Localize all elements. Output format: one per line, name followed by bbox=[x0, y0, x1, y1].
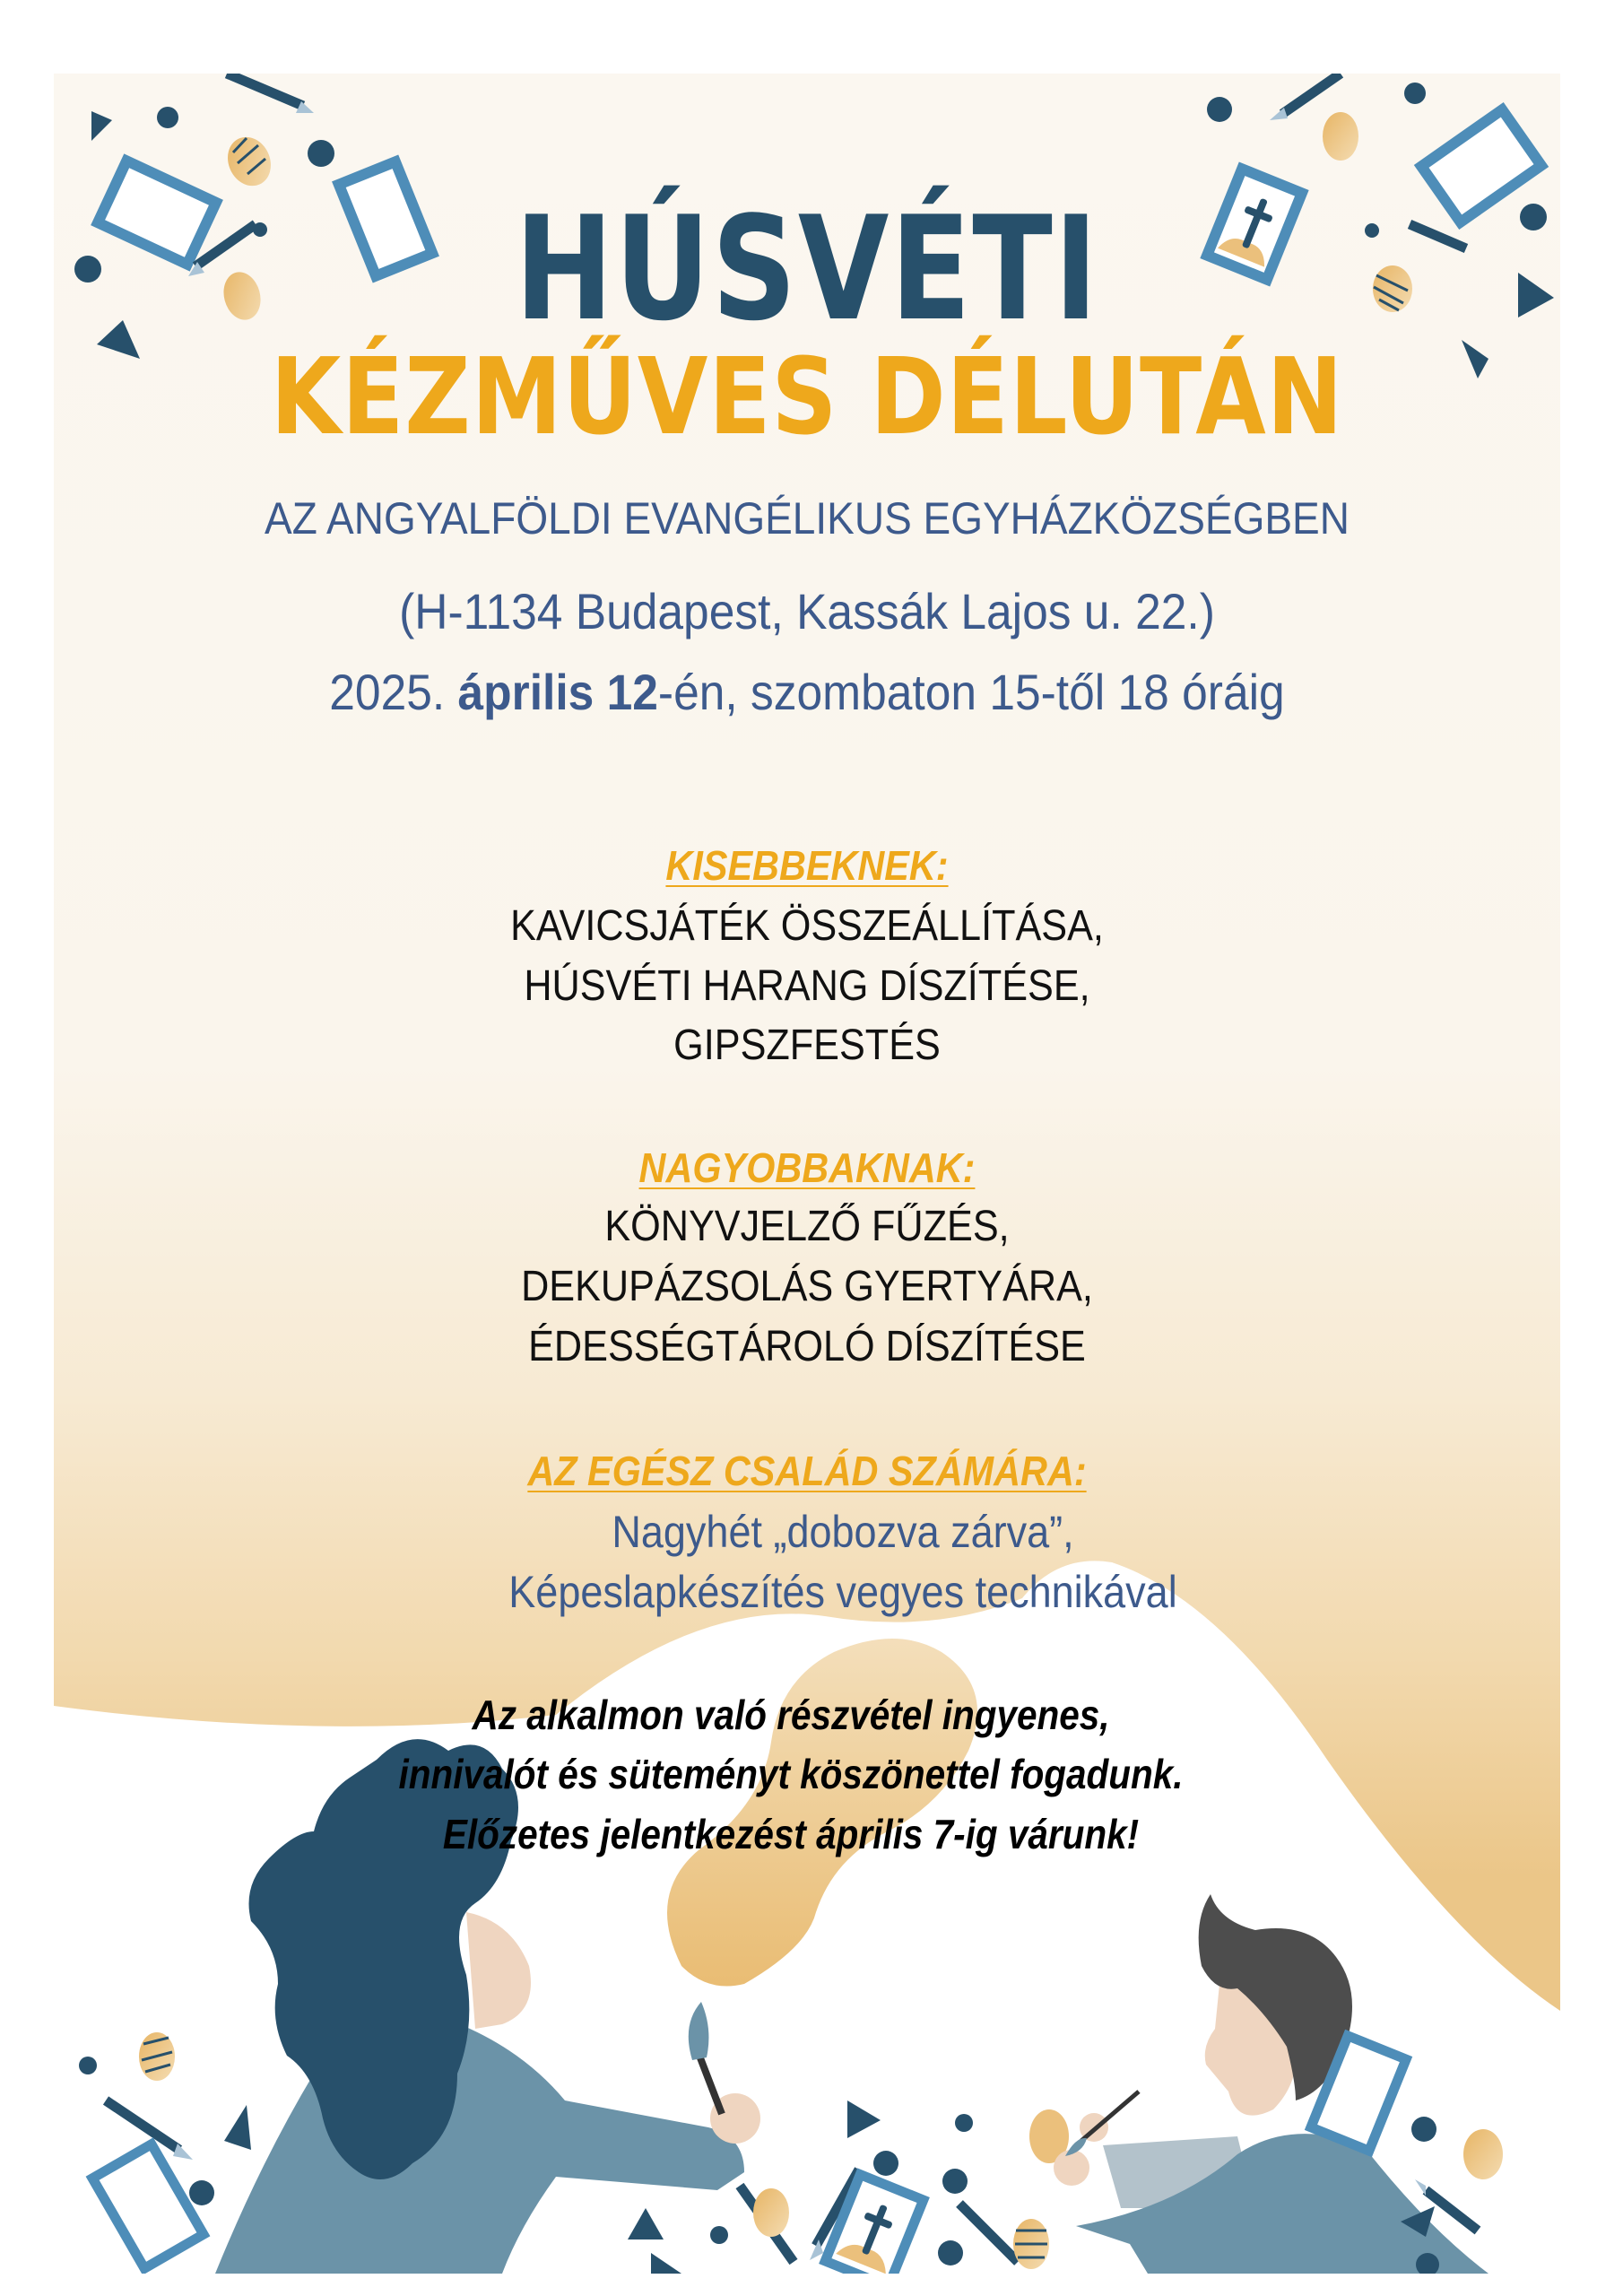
section-item: GIPSZFESTÉS bbox=[673, 1022, 941, 1069]
easter-poster bbox=[54, 74, 1560, 2274]
date-line bbox=[114, 662, 1500, 723]
section-heading-egesz-csalad: AZ EGÉSZ CSALÁD SZÁMÁRA: bbox=[527, 1448, 1087, 1494]
section-heading-kisebbeknek: KISEBBEKNEK: bbox=[665, 842, 949, 889]
note-line-donations: innivalót és süteményt köszönettel fogadunk. bbox=[398, 1751, 1184, 1797]
section-heading-nagyobbaknak: NAGYOBBAKNAK: bbox=[638, 1144, 976, 1191]
section-item: DEKUPÁZSOLÁS GYERTYÁRA, bbox=[521, 1263, 1093, 1310]
section-item: HÚSVÉTI HARANG DÍSZÍTÉSE, bbox=[524, 962, 1090, 1010]
date-time: -én, szombaton 15-től 18 óráig bbox=[657, 664, 1285, 720]
section-item: Képeslapkészítés vegyes technikával bbox=[508, 1567, 1177, 1617]
section-item: ÉDESSÉGTÁROLÓ DÍSZÍTÉSE bbox=[528, 1323, 1086, 1370]
venue-line: AZ ANGYALFÖLDI EVANGÉLIKUS EGYHÁZKÖZSÉGBEN bbox=[265, 493, 1350, 544]
section-item: KÖNYVJELZŐ FŰZÉS, bbox=[604, 1203, 1010, 1250]
address-line: (H-1134 Budapest, Kassák Lajos u. 22.) bbox=[399, 583, 1215, 639]
note-line-registration: Előzetes jelentkezést április 7-ig várunk! bbox=[442, 1811, 1140, 1857]
date-year: 2025. bbox=[329, 664, 458, 720]
poster-title: HÚSVÉTI bbox=[515, 185, 1099, 352]
note-line-free: Az alkalmon való részvétel ingyenes, bbox=[472, 1692, 1110, 1738]
section-item: KAVICSJÁTÉK ÖSSZEÁLLÍTÁSA, bbox=[510, 902, 1104, 950]
date-month-day: április 12 bbox=[457, 664, 658, 720]
section-item: Nagyhét „dobozva zárva”, bbox=[612, 1507, 1074, 1557]
poster-subtitle: KÉZMŰVES DÉLUTÁN bbox=[270, 335, 1344, 458]
